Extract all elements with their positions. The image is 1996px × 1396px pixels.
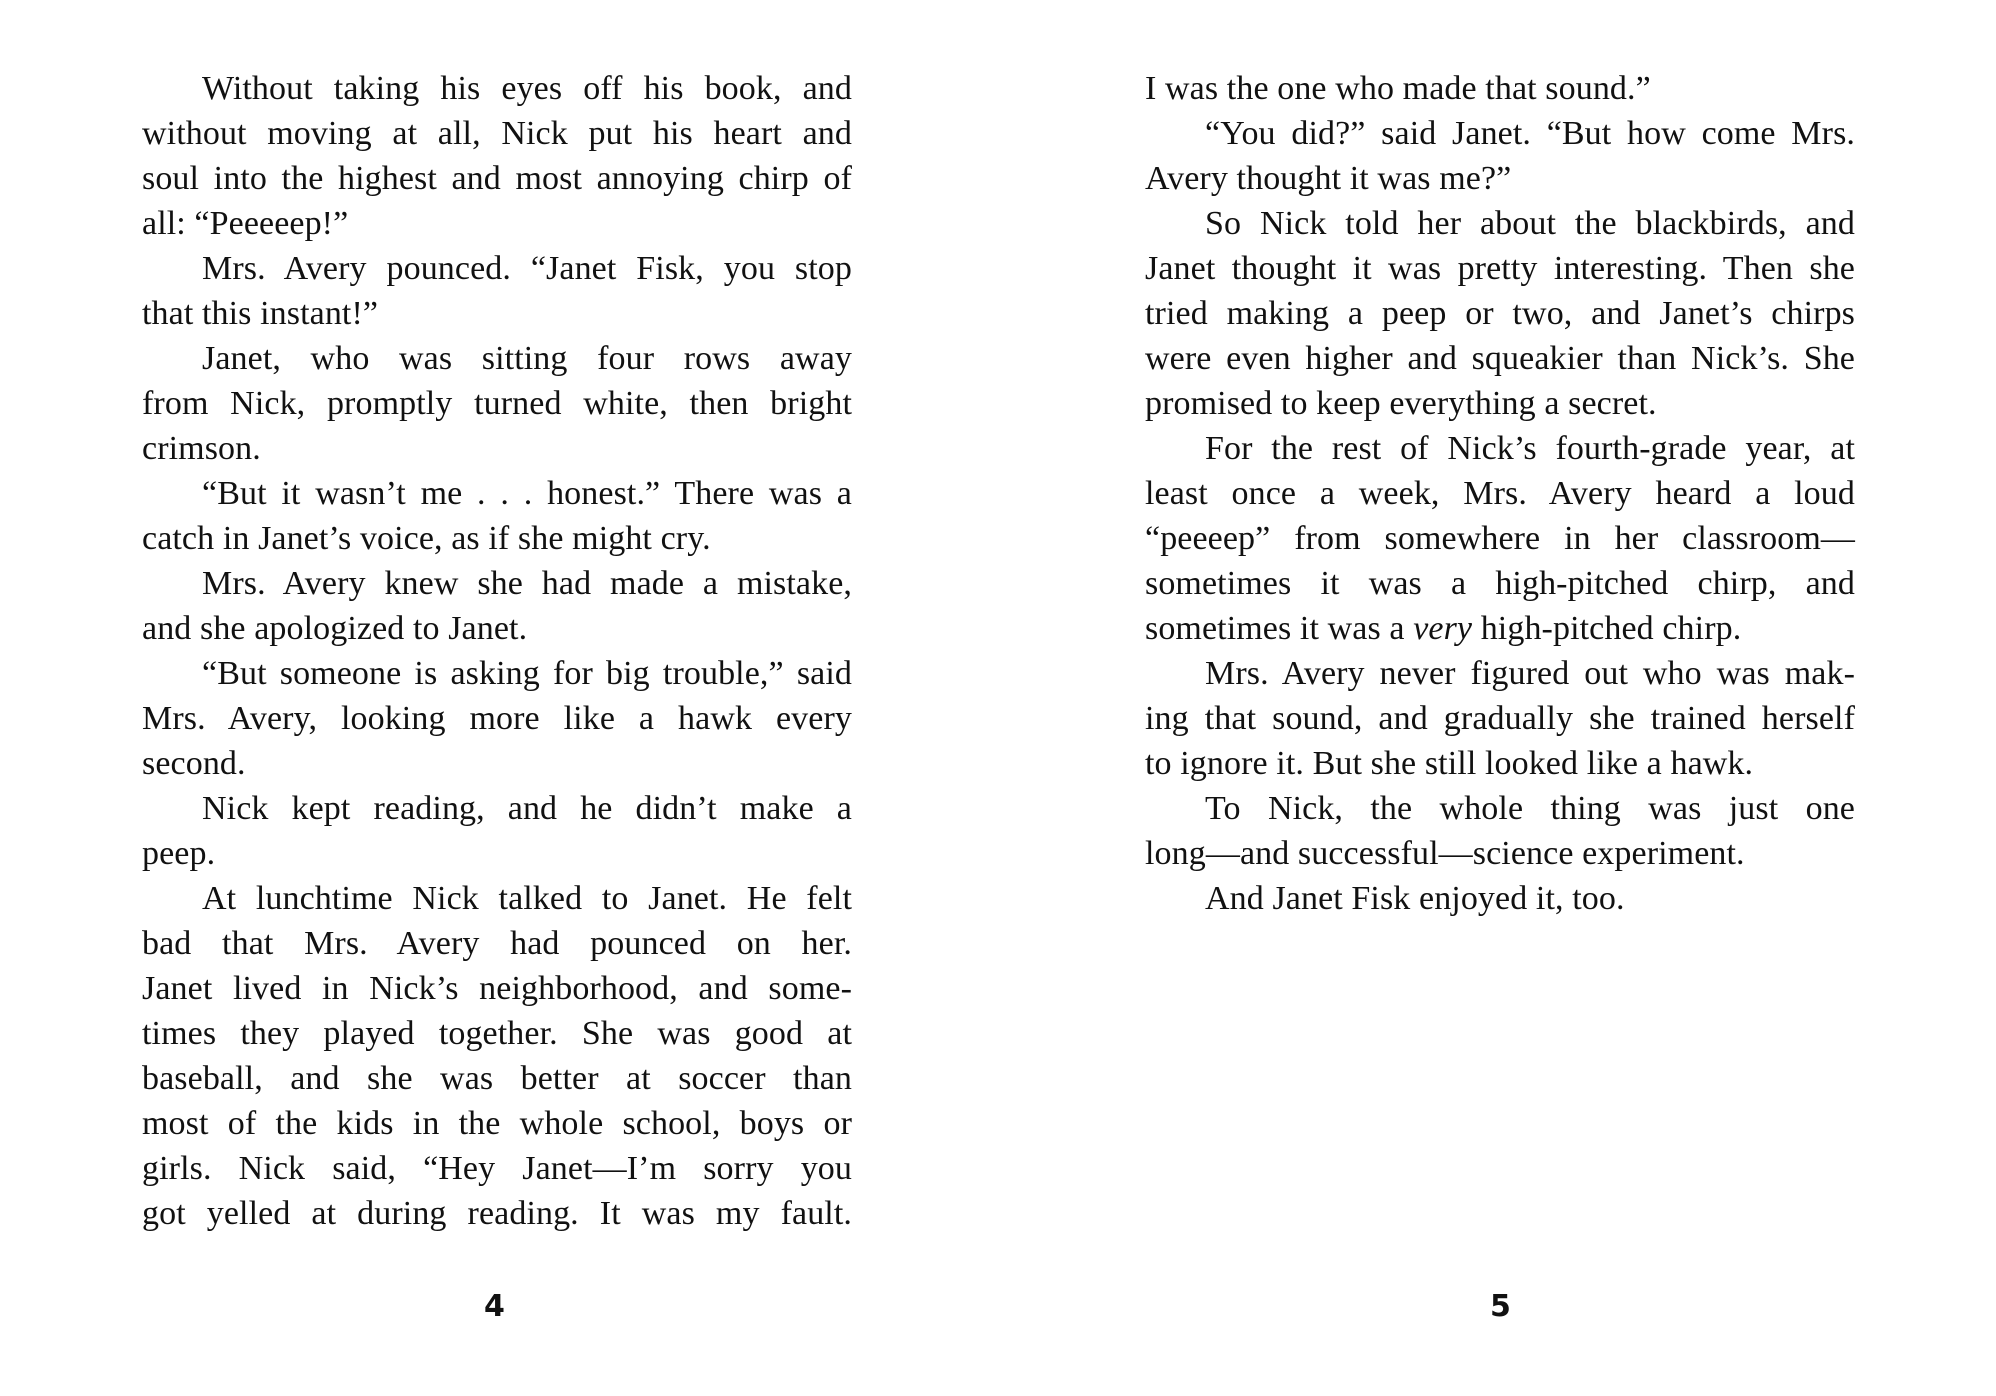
text-line: “But it wasn’t me . . . honest.” There was a (202, 475, 852, 512)
text-line: crimson. (142, 430, 261, 467)
right-page-text (1145, 66, 1855, 921)
text-line: So Nick told her about the blackbirds, and (1205, 205, 1855, 242)
text-segment: high-pitched chirp. (1472, 610, 1742, 647)
text-line: most of the kids in the whole school, boys or (142, 1105, 852, 1142)
text-line: that this instant!” (142, 295, 379, 332)
text-line: Janet, who was sitting four rows away (202, 340, 852, 377)
text-line: peep. (142, 835, 216, 872)
text-line: least once a week, Mrs. Avery heard a loud (1145, 475, 1855, 512)
text-line: soul into the highest and most annoying chirp of (142, 160, 852, 197)
text-line: second. (142, 745, 246, 782)
text-line: At lunchtime Nick talked to Janet. He felt (202, 880, 852, 917)
text-line: were even higher and squeakier than Nick’s. She (1145, 340, 1855, 377)
left-page-text (142, 66, 852, 1236)
text-line: bad that Mrs. Avery had pounced on her. (142, 925, 852, 962)
text-line: Janet lived in Nick’s neighborhood, and some- (142, 970, 852, 1007)
text-line: without moving at all, Nick put his heart and (142, 115, 852, 152)
text-line: Mrs. Avery never figured out who was mak- (1205, 655, 1855, 692)
text-line: sometimes it was a high-pitched chirp, and (1145, 565, 1855, 602)
left-page (142, 66, 852, 1236)
text-line: Mrs. Avery knew she had made a mistake, (202, 565, 852, 602)
text-line: got yelled at during reading. It was my fault. (142, 1195, 852, 1232)
text-line: To Nick, the whole thing was just one (1205, 790, 1855, 827)
text-line: Mrs. Avery pounced. “Janet Fisk, you stop (202, 250, 852, 287)
text-line: catch in Janet’s voice, as if she might cry. (142, 520, 711, 557)
right-page (1145, 66, 1855, 921)
page-number-left: 4 (484, 1289, 505, 1324)
text-line: tried making a peep or two, and Janet’s chirps (1145, 295, 1855, 332)
emphasized-word: very (1413, 610, 1473, 647)
text-line: For the rest of Nick’s fourth-grade year, at (1205, 430, 1855, 467)
text-line: times they played together. She was good at (142, 1015, 852, 1052)
text-line (1145, 606, 1855, 651)
text-line: “peeeep” from somewhere in her classroom— (1145, 520, 1855, 557)
text-line: girls. Nick said, “Hey Janet—I’m sorry you (142, 1150, 852, 1187)
text-line: all: “Peeeeep!” (142, 205, 349, 242)
text-line: ing that sound, and gradually she trained herself (1145, 700, 1855, 737)
text-line: to ignore it. But she still looked like a hawk. (1145, 745, 1754, 782)
text-line: “You did?” said Janet. “But how come Mrs. (1205, 115, 1855, 152)
text-line: Without taking his eyes off his book, and (202, 70, 852, 107)
text-line: long—and successful—science experiment. (1145, 835, 1745, 872)
text-segment: sometimes it was a (1145, 610, 1414, 647)
text-line: Mrs. Avery, looking more like a hawk every (142, 700, 852, 737)
text-line: Janet thought it was pretty interesting. Then she (1145, 250, 1855, 287)
text-line: I was the one who made that sound.” (1145, 70, 1651, 107)
text-line: “But someone is asking for big trouble,” said (202, 655, 852, 692)
text-line: baseball, and she was better at soccer than (142, 1060, 852, 1097)
text-line: And Janet Fisk enjoyed it, too. (1205, 880, 1625, 917)
text-line: Nick kept reading, and he didn’t make a (202, 790, 852, 827)
text-line: and she apologized to Janet. (142, 610, 528, 647)
text-line: promised to keep everything a secret. (1145, 385, 1657, 422)
text-line: Avery thought it was me?” (1145, 160, 1512, 197)
page-number-right: 5 (1490, 1289, 1511, 1324)
text-line: from Nick, promptly turned white, then bright (142, 385, 852, 422)
